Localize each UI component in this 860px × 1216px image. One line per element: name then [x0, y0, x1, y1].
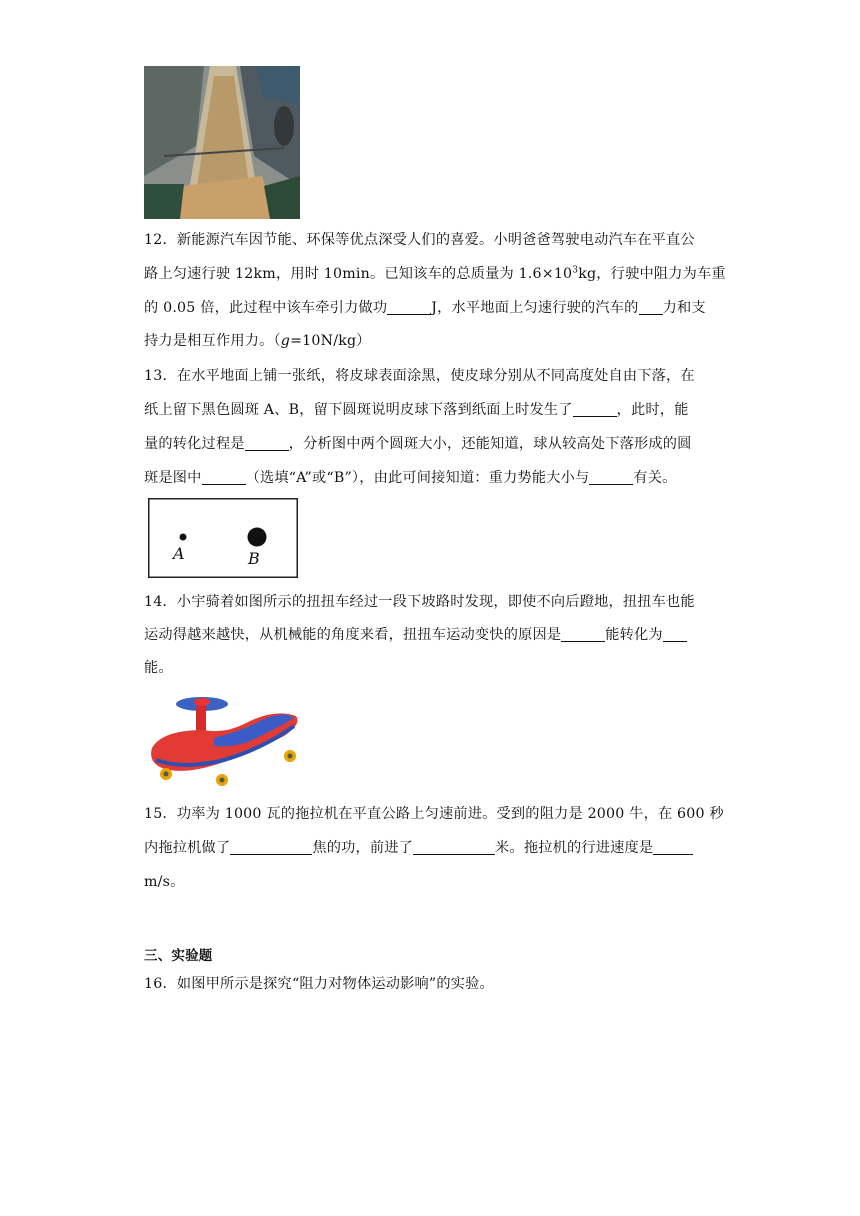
q13-line-3 [144, 434, 724, 454]
q13-line-4-c: 有关。 [633, 470, 677, 486]
q15-blank-3 [653, 839, 693, 855]
spots-figure [148, 498, 298, 578]
q15-line-3: m/s。 [144, 874, 185, 890]
q13-blank-2 [245, 435, 289, 451]
q12-line-4-b: =10N/kg） [290, 333, 371, 349]
q15-line-2-c: 米。拖拉机的行进速度是 [495, 840, 654, 856]
q13-line-2-a: 纸上留下黑色圆斑 A、B，留下圆斑说明皮球下落到纸面上时发生了 [144, 402, 573, 418]
q13-line-4-b: （选填“A”或“B”），由此可间接知道：重力势能大小与 [245, 470, 590, 486]
q15-line-1: 15．功率为 1000 瓦的拖拉机在平直公路上匀速前进。受到的阻力是 2000 牛，在 600 秒 [144, 806, 724, 822]
q12-line-3-b: J，水平地面上匀速行驶的汽车的 [431, 300, 639, 316]
q12-line-3-a: 的 0.05 倍，此过程中该车牵引力做功 [144, 300, 388, 316]
q12-line-2-text: 路上匀速行驶 12km，用时 10min。已知该车的总质量为 1.6×10 [144, 266, 573, 282]
q14-blank-1 [561, 626, 605, 642]
q13-line-1: 13．在水平地面上铺一张纸，将皮球表面涂黑，使皮球分别从不同高度处自由下落，在 [144, 368, 695, 384]
q12-line-1: 12．新能源汽车因节能、环保等优点深受人们的喜爱。小明爸爸驾驶电动汽车在平直公 [144, 232, 695, 248]
q15-blank-2 [413, 839, 495, 855]
spot-b [248, 528, 267, 547]
q12-line-4-a: 持力是相互作用力。（ [144, 333, 281, 349]
q13-line-3-a: 量的转化过程是 [144, 436, 245, 452]
q15-blank-1 [230, 839, 312, 855]
q12-line-3-c: 力和支 [662, 300, 706, 316]
q14-blank-2 [663, 626, 687, 642]
q14-line-2 [144, 625, 724, 645]
q13-line-2-b: ，此时，能 [616, 402, 689, 418]
q12-line-3 [144, 298, 724, 318]
q14-line-2-a: 运动得越来越快，从机械能的角度来看，扭扭车运动变快的原因是 [144, 627, 562, 643]
spot-a [180, 534, 187, 541]
q14-line-2-b: 能转化为 [605, 627, 663, 643]
q15-line-2-b: 焦的功，前进了 [312, 840, 414, 856]
q15-line-2-a: 内拖拉机做了 [144, 840, 231, 856]
q12-line-4 [144, 331, 724, 351]
swing-car-image [144, 690, 304, 790]
q13-line-4-a: 斑是图中 [144, 470, 202, 486]
q13-blank-4 [589, 469, 633, 485]
conveyor-belt-photo [144, 66, 300, 219]
q14-line-3: 能。 [144, 660, 173, 676]
section-heading-experiments: 三、实验题 [144, 948, 213, 964]
q12-blank-work [387, 299, 431, 315]
q14-line-1: 14．小宇骑着如图所示的扭扭车经过一段下坡路时发现，即使不向后蹬地，扭扭车也能 [144, 594, 695, 610]
q15-line-2 [144, 838, 724, 858]
q12-blank-force [639, 299, 663, 315]
q13-blank-1 [573, 401, 617, 417]
label-b: B [248, 549, 260, 568]
q13-line-3-b: ，分析图中两个圆斑大小，还能知道，球从较高处下落形成的圆 [288, 436, 692, 452]
q13-blank-3 [202, 469, 246, 485]
q13-line-4 [144, 468, 724, 488]
q12-g-symbol: g [280, 333, 291, 349]
q12-line-2 [144, 264, 724, 284]
q12-line-2-exponent: 3 [572, 265, 579, 276]
label-a: A [173, 544, 185, 563]
q12-line-2-end: kg，行驶中阻力为车重 [578, 266, 726, 282]
q16-line-1: 16．如图甲所示是探究“阻力对物体运动影响”的实验。 [144, 976, 494, 992]
q13-line-2 [144, 400, 724, 420]
